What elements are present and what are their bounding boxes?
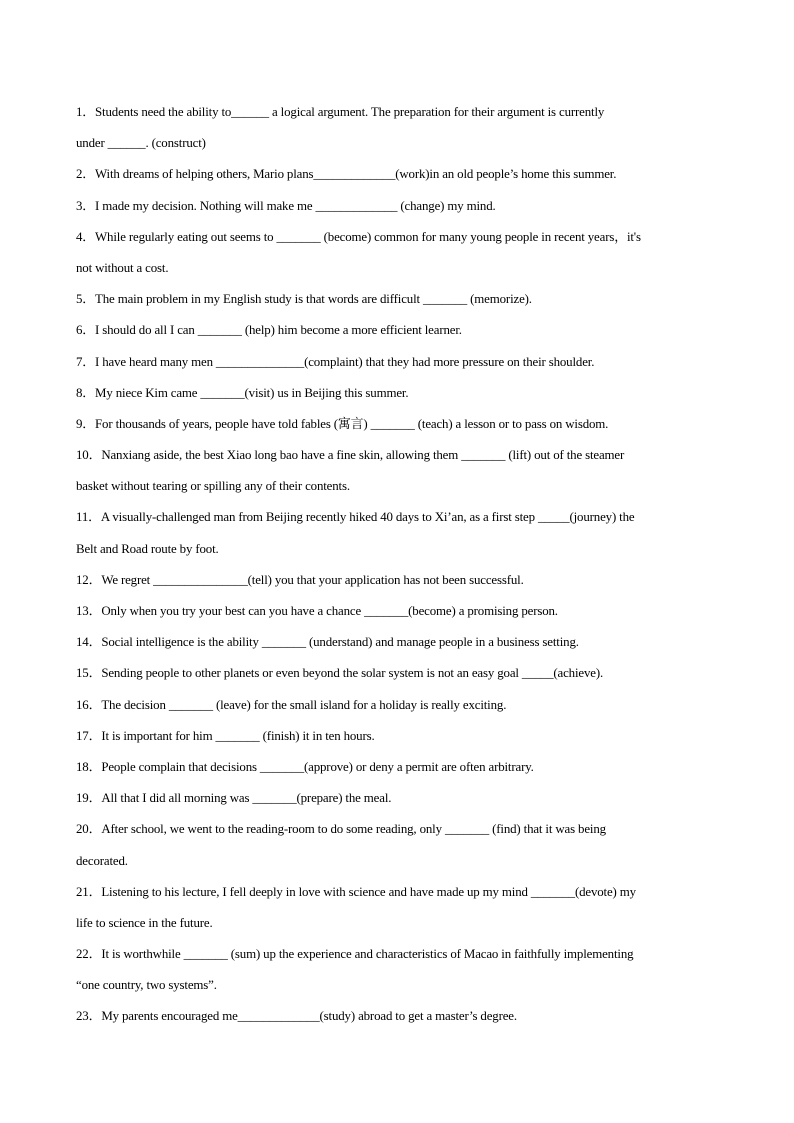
exercise-line: 23．My parents encouraged me_____________(study) abroad to get a master’s degree.: [76, 1009, 517, 1024]
exercise-line: basket without tearing or spilling any of their contents.: [76, 479, 350, 494]
exercise-line: 17．It is important for him _______ (finish) it in ten hours.: [76, 728, 375, 743]
exercise-line: 7．I have heard many men ______________(complaint) that they had more pressure on their shoulder.: [76, 354, 595, 369]
exercise-line: 8．My niece Kim came _______(visit) us in Beijing this summer.: [76, 385, 409, 400]
exercise-line: 2．With dreams of helping others, Mario plans_____________(work)in an old people’s home this summer.: [76, 167, 617, 182]
exercise-line: 22．It is worthwhile _______ (sum) up the experience and characteristics of Macao in faithfully implementing: [76, 947, 634, 962]
exercise-list: [76, 100, 716, 1036]
exercise-line: 19．All that I did all morning was _______(prepare) the meal.: [76, 791, 392, 806]
exercise-line: Belt and Road route by foot.: [76, 541, 219, 556]
exercise-line: not without a cost.: [76, 260, 169, 275]
exercise-line: 16．The decision _______ (leave) for the small island for a holiday is really exciting.: [76, 697, 507, 712]
exercise-line: life to science in the future.: [76, 915, 213, 930]
exercise-line: 13．Only when you try your best can you have a chance _______(become) a promising person.: [76, 604, 558, 618]
exercise-line: under ______. (construct): [76, 136, 206, 151]
exercise-line: 14．Social intelligence is the ability _______ (understand) and manage people in a business setting.: [76, 635, 579, 650]
exercise-line: “one country, two systems”.: [76, 978, 217, 993]
exercise-line: 12．We regret _______________(tell) you that your application has not been successful.: [76, 572, 524, 587]
exercise-line: 9．For thousands of years, people have told fables (寓言) _______ (teach) a lesson or to pass on wisdom.: [76, 416, 609, 431]
exercise-line: 6．I should do all I can _______ (help) him become a more efficient learner.: [76, 323, 462, 338]
exercise-line: 20．After school, we went to the reading-room to do some reading, only _______ (find) that it was being: [76, 822, 606, 837]
exercise-line: 3．I made my decision. Nothing will make me _____________ (change) my mind.: [76, 198, 496, 213]
exercise-line: 18．People complain that decisions _______(approve) or deny a permit are often arbitrary.: [76, 759, 534, 774]
exercise-line: 11．A visually-challenged man from Beijing recently hiked 40 days to Xi’an, as a first step _____(journey) the: [76, 510, 635, 525]
exercise-line: 15．Sending people to other planets or even beyond the solar system is not an easy goal _____(achieve).: [76, 666, 604, 681]
exercise-line: 10．Nanxiang aside, the best Xiao long bao have a fine skin, allowing them _______ (lift) out of the steamer: [76, 448, 625, 463]
exercise-line: 21．Listening to his lecture, I fell deeply in love with science and have made up my mind _______(devote) my: [76, 884, 636, 899]
exercise-line: 1．Students need the ability to______ a logical argument. The preparation for their argument is currently: [76, 105, 605, 119]
exercise-line: 4．While regularly eating out seems to _______ (become) common for many young people in recent years，it's: [76, 229, 641, 244]
exercise-line: 5．The main problem in my English study is that words are difficult _______ (memorize).: [76, 292, 532, 307]
exercise-line: decorated.: [76, 853, 128, 868]
